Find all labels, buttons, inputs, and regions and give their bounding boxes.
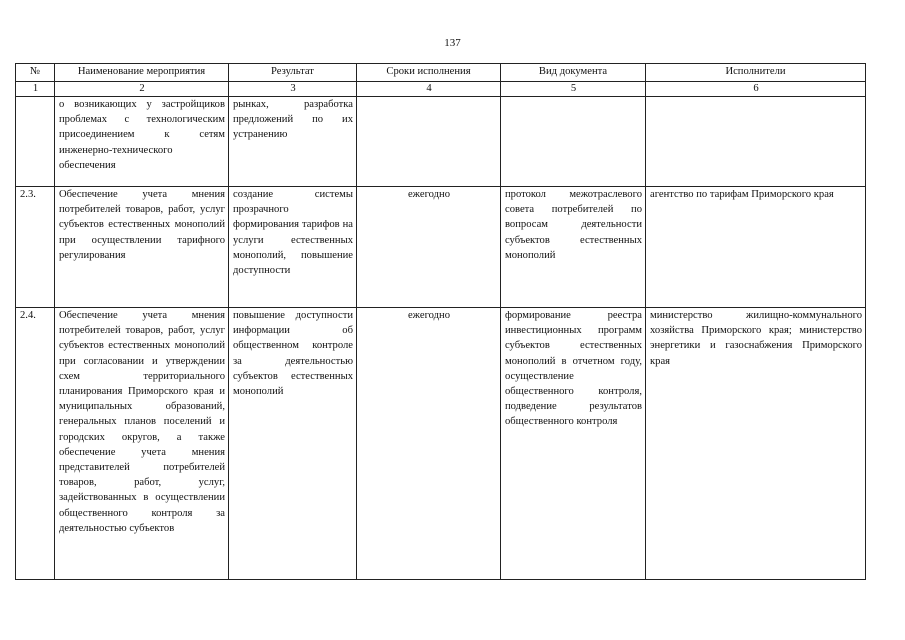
- column-number: 2: [55, 82, 229, 97]
- deadline-cell: ежегодно: [357, 187, 501, 308]
- deadline-cell: [357, 97, 501, 187]
- result-cell: создание системы прозрачного формирования тарифов на услуги естественных монополий, повышение доступности: [229, 187, 357, 308]
- document-type-cell: протокол межотраслевого совета потребителей по вопросам деятельности субъектов естественных монополий: [501, 187, 646, 308]
- table-header-row: [16, 64, 866, 82]
- executors-cell: [646, 97, 866, 187]
- result-cell: рынках, разработка предложений по их устранению: [229, 97, 357, 187]
- executors-cell: агентство по тарифам Приморского края: [646, 187, 866, 308]
- events-table: [15, 63, 866, 580]
- column-number: 5: [501, 82, 646, 97]
- column-number: 1: [16, 82, 55, 97]
- header-event-name: Наименование мероприятия: [55, 64, 229, 82]
- document-type-cell: формирование реестра инвестиционных программ субъектов естественных монополий в отчетном году, осуществление общественного контроля, подведение результатов общественного контроля: [501, 308, 646, 580]
- deadline-cell: ежегодно: [357, 308, 501, 580]
- result-cell: повышение доступности информации об общественном контроле за деятельностью субъектов естественных монополий: [229, 308, 357, 580]
- column-number-row: [16, 82, 866, 97]
- executors-cell: министерство жилищно-коммунального хозяйства Приморского края; министерство энергетики и газоснабжения Приморского края: [646, 308, 866, 580]
- event-name-cell: о возникающих у застройщиков проблемах с технологическим присоединением к сетям инженерно-технического обеспечения: [55, 97, 229, 187]
- row-number: 2.4.: [16, 308, 55, 580]
- header-executors: Исполнители: [646, 64, 866, 82]
- table-row: [16, 308, 866, 580]
- row-number: 2.3.: [16, 187, 55, 308]
- header-number: №: [16, 64, 55, 82]
- column-number: 4: [357, 82, 501, 97]
- header-deadline: Сроки исполнения: [357, 64, 501, 82]
- header-document-type: Вид документа: [501, 64, 646, 82]
- row-number: [16, 97, 55, 187]
- table-row: [16, 187, 866, 308]
- document-type-cell: [501, 97, 646, 187]
- column-number: 6: [646, 82, 866, 97]
- header-result: Результат: [229, 64, 357, 82]
- table-row: [16, 97, 866, 187]
- event-name-cell: Обеспечение учета мнения потребителей товаров, работ, услуг субъектов естественных монополий при согласовании и утверждении схем территориального планирования Приморского края и муниципальных образований, генеральных планов поселений и городских округов, а также обеспечение учета мнения представителей потребителей товаров, работ, услуг, задействованных в осуществлении общественного контроля за деятельностью субъектов: [55, 308, 229, 580]
- event-name-cell: Обеспечение учета мнения потребителей товаров, работ, услуг субъектов естественных монополий при осуществлении тарифного регулирования: [55, 187, 229, 308]
- page-number: 137: [444, 37, 461, 49]
- column-number: 3: [229, 82, 357, 97]
